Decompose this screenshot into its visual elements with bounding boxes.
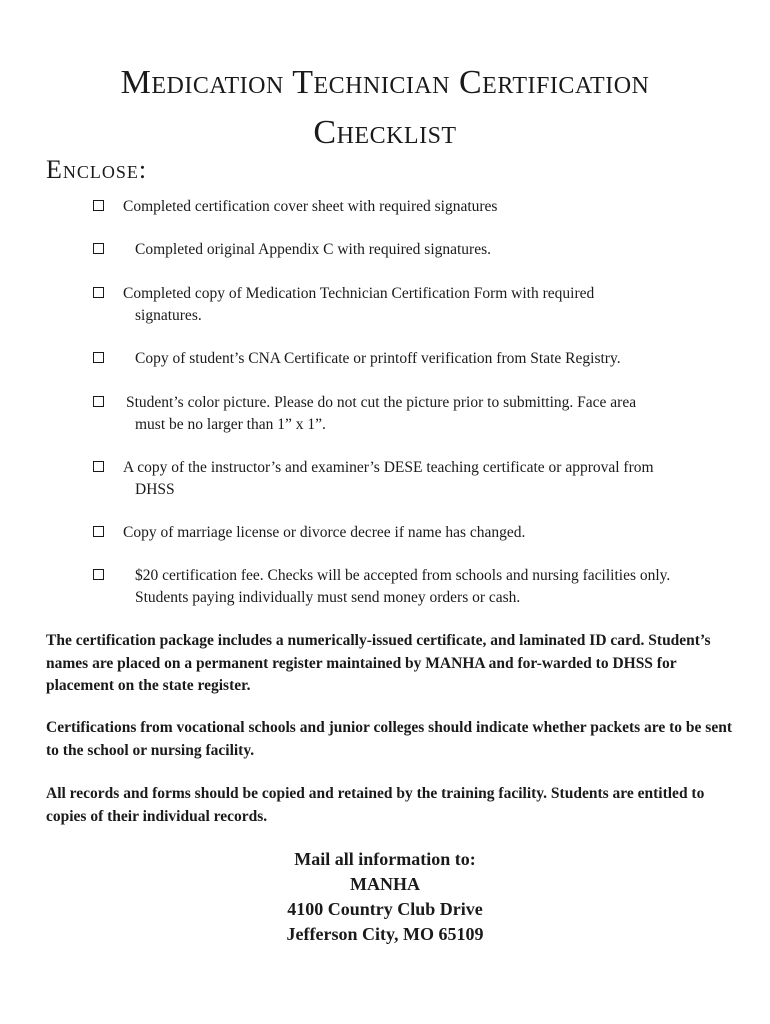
mail-heading: Mail all information to: [294, 849, 476, 869]
checkbox-icon[interactable] [93, 243, 104, 254]
title-line-1: Medication Technician Certification [120, 64, 650, 101]
checklist-item-text: Copy of student’s CNA Certificate or printoff verification from State Registry. [135, 350, 621, 367]
checklist-item-text-cont: DHSS [135, 481, 175, 498]
checklist-item-text: Completed copy of Medication Technician Certification Form with required [123, 285, 595, 302]
checklist-item-text-cont: signatures. [135, 307, 202, 324]
checklist-item-text-cont: Students paying individually must send money orders or cash. [135, 589, 521, 606]
checkbox-icon[interactable] [93, 461, 104, 472]
checkbox-icon[interactable] [93, 287, 104, 298]
package-paragraph: The certification package includes a numerically-issued certificate, and laminated ID card. Student’s names are placed on a permanent register maintained by MANHA and for-warded to DHSS for placement on the state register. [46, 632, 711, 694]
checkbox-icon[interactable] [93, 396, 104, 407]
checkbox-icon[interactable] [93, 569, 104, 580]
mail-city: Jefferson City, MO 65109 [286, 924, 484, 944]
checkbox-icon[interactable] [93, 526, 104, 537]
document-title [0, 58, 770, 158]
checklist-item-text: Completed original Appendix C with required signatures. [135, 241, 492, 258]
checkbox-icon[interactable] [93, 200, 104, 211]
checkbox-icon[interactable] [93, 352, 104, 363]
mail-org: MANHA [350, 874, 420, 894]
mail-street: 4100 Country Club Drive [287, 899, 483, 919]
enclose-heading: Enclose: [46, 155, 148, 184]
checklist-item-text: Student’s color picture. Please do not cut the picture prior to submitting. Face area [126, 394, 637, 411]
mailing-address [0, 847, 770, 947]
checklist-item-text: Completed certification cover sheet with required signatures [123, 198, 498, 215]
checklist-item-text: A copy of the instructor’s and examiner’s DESE teaching certificate or approval from [123, 459, 654, 476]
schools-paragraph: Certifications from vocational schools and junior colleges should indicate whether packets are to be sent to the school or nursing facility. [46, 719, 732, 759]
checklist-item-text-cont: must be no larger than 1” x 1”. [135, 416, 326, 433]
records-paragraph: All records and forms should be copied and retained by the training facility. Students are entitled to copies of their individual records. [46, 785, 705, 825]
checklist-item-text: Copy of marriage license or divorce decree if name has changed. [123, 524, 526, 541]
checklist-item-text: $20 certification fee. Checks will be accepted from schools and nursing facilities only. [135, 567, 671, 584]
title-line-2: Checklist [313, 114, 457, 151]
